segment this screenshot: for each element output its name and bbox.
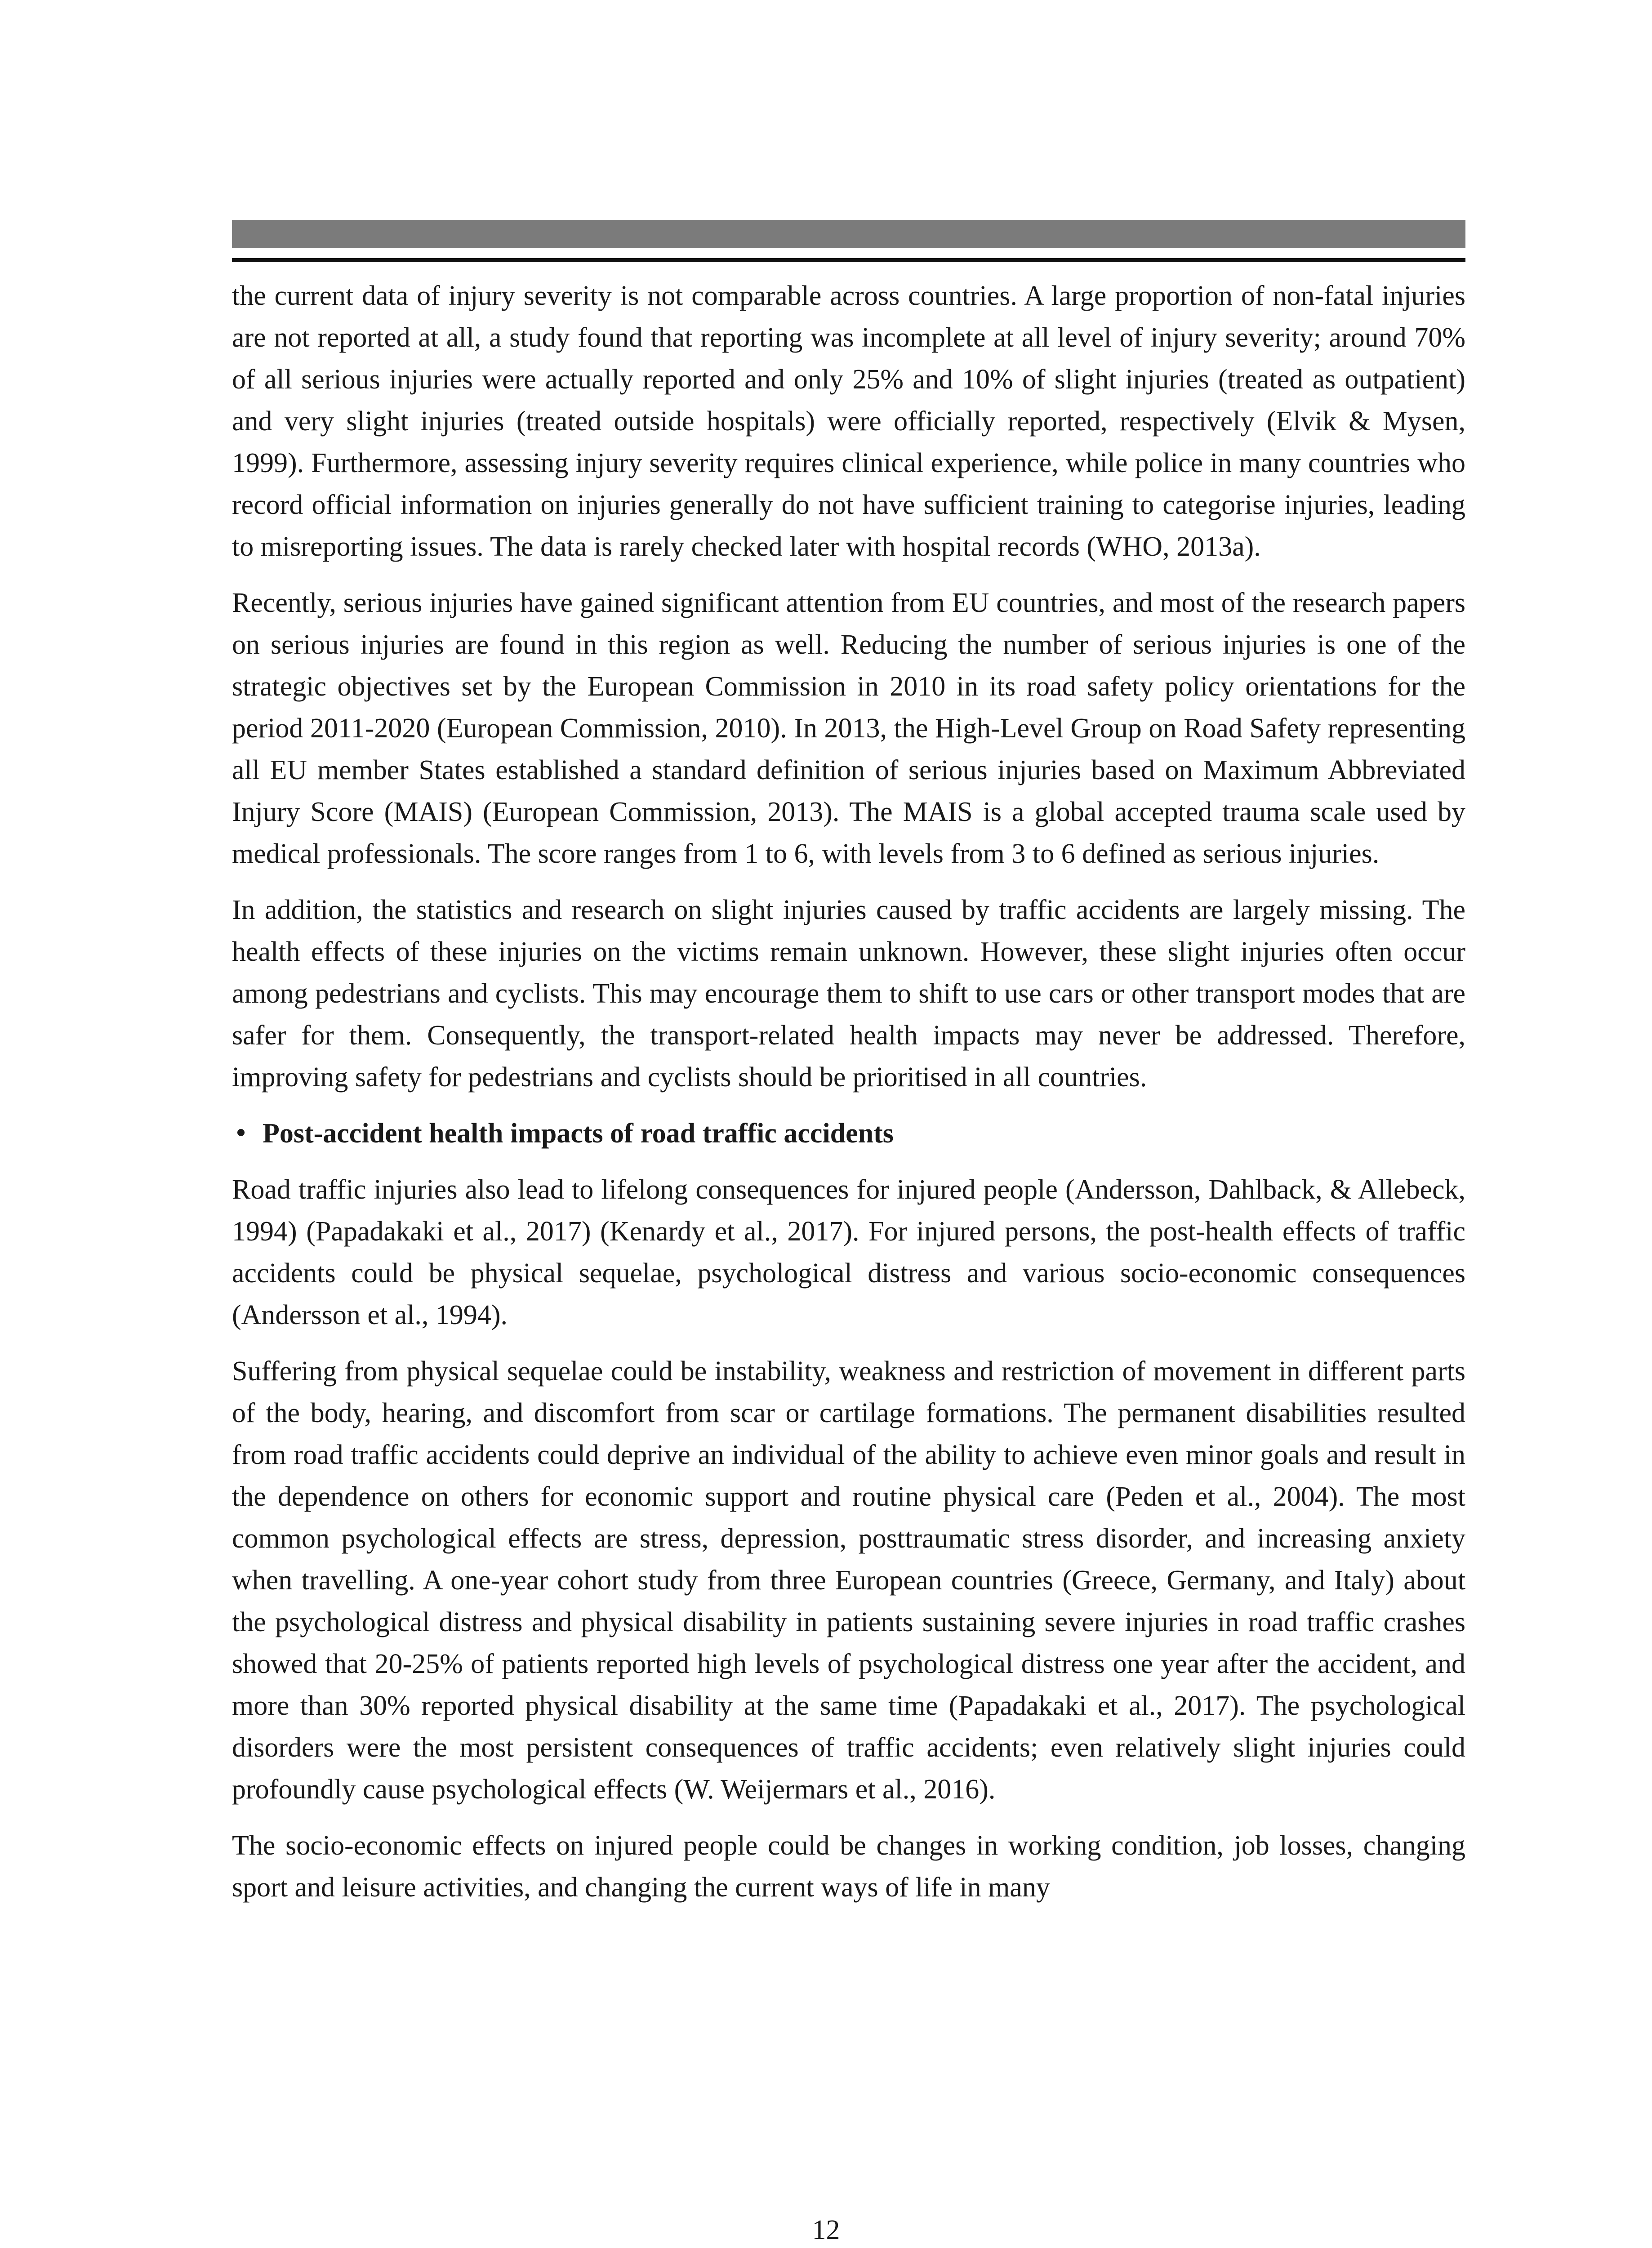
paragraph: Suffering from physical sequelae could be instability, weakness and restriction of movement in different parts of the body, hearing, and discomfort from scar or cartilage formations. The permanent disabilities resulted from road traffic accidents could deprive an individual of the ability to achieve even minor goals and result in the dependence on others for economic support and routine physical care (Peden et al., 2004). The most common psychological effects are stress, depression, posttraumatic stress disorder, and increasing anxiety when travelling. A one-year cohort study from three European countries (Greece, Germany, and Italy) about the psychological distress and physical disability in patients sustaining severe injuries in road traffic crashes showed that 20-25% of patients reported high levels of psychological distress one year after the accident, and more than 30% reported physical disability at the same time (Papadakaki et al., 2017). The psychological disorders were the most persistent consequences of traffic accidents; even relatively slight injuries could profoundly cause psychological effects (W. Weijermars et al., 2016). xyxy=(232,1356,1465,1805)
header-bar xyxy=(232,220,1465,248)
paragraph: The socio-economic effects on injured people could be changes in working condition, job losses, changing sport and leisure activities, and changing the current ways of life in many xyxy=(232,1830,1465,1903)
bullet-icon xyxy=(237,1129,245,1136)
paragraph: Road traffic injuries also lead to lifelong consequences for injured people (Andersson, Dahlback, & Allebeck, 1994) (Papadakaki et al., 2017) (Kenardy et al., 2017). For injured persons, the post-health effects of traffic accidents could be physical sequelae, psychological distress and various socio-economic consequences (Andersson et al., 1994). xyxy=(232,1174,1465,1330)
paragraph: Recently, serious injuries have gained significant attention from EU countries, and most of the research papers on serious injuries are found in this region as well. Reducing the number of serious injuries is one of the strategic objectives set by the European Commission in 2010 in its road safety policy orientations for the period 2011-2020 (European Commission, 2010). In 2013, the High-Level Group on Road Safety representing all EU member States established a standard definition of serious injuries based on Maximum Abbreviated Injury Score (MAIS) (European Commission, 2013). The MAIS is a global accepted trauma scale used by medical professionals. The score ranges from 1 to 6, with levels from 3 to 6 defined as serious injuries. xyxy=(232,588,1465,869)
page-number: 12 xyxy=(812,2215,840,2245)
paragraph: the current data of injury severity is not comparable across countries. A large proportion of non-fatal injuries are not reported at all, a study found that reporting was incomplete at all level of injury severity; around 70% of all serious injuries were actually reported and only 25% and 10% of slight injuries (treated as outpatient) and very slight injuries (treated outside hospitals) were officially reported, respectively (Elvik & Mysen, 1999). Furthermore, assessing injury severity requires clinical experience, while police in many countries who record official information on injuries generally do not have sufficient training to categorise injuries, leading to misreporting issues. The data is rarely checked later with hospital records (WHO, 2013a). xyxy=(232,281,1465,562)
bullet-heading xyxy=(232,1113,1465,1155)
header-rule xyxy=(232,258,1465,262)
page-body xyxy=(232,275,1465,1923)
section-heading: Post-accident health impacts of road traffic accidents xyxy=(263,1118,894,1149)
paragraph: In addition, the statistics and research on slight injuries caused by traffic accidents are largely missing. The health effects of these injuries on the victims remain unknown. However, these slight injuries often occur among pedestrians and cyclists. This may encourage them to shift to use cars or other transport modes that are safer for them. Consequently, the transport-related health impacts may never be addressed. Therefore, improving safety for pedestrians and cyclists should be prioritised in all countries. xyxy=(232,895,1465,1093)
